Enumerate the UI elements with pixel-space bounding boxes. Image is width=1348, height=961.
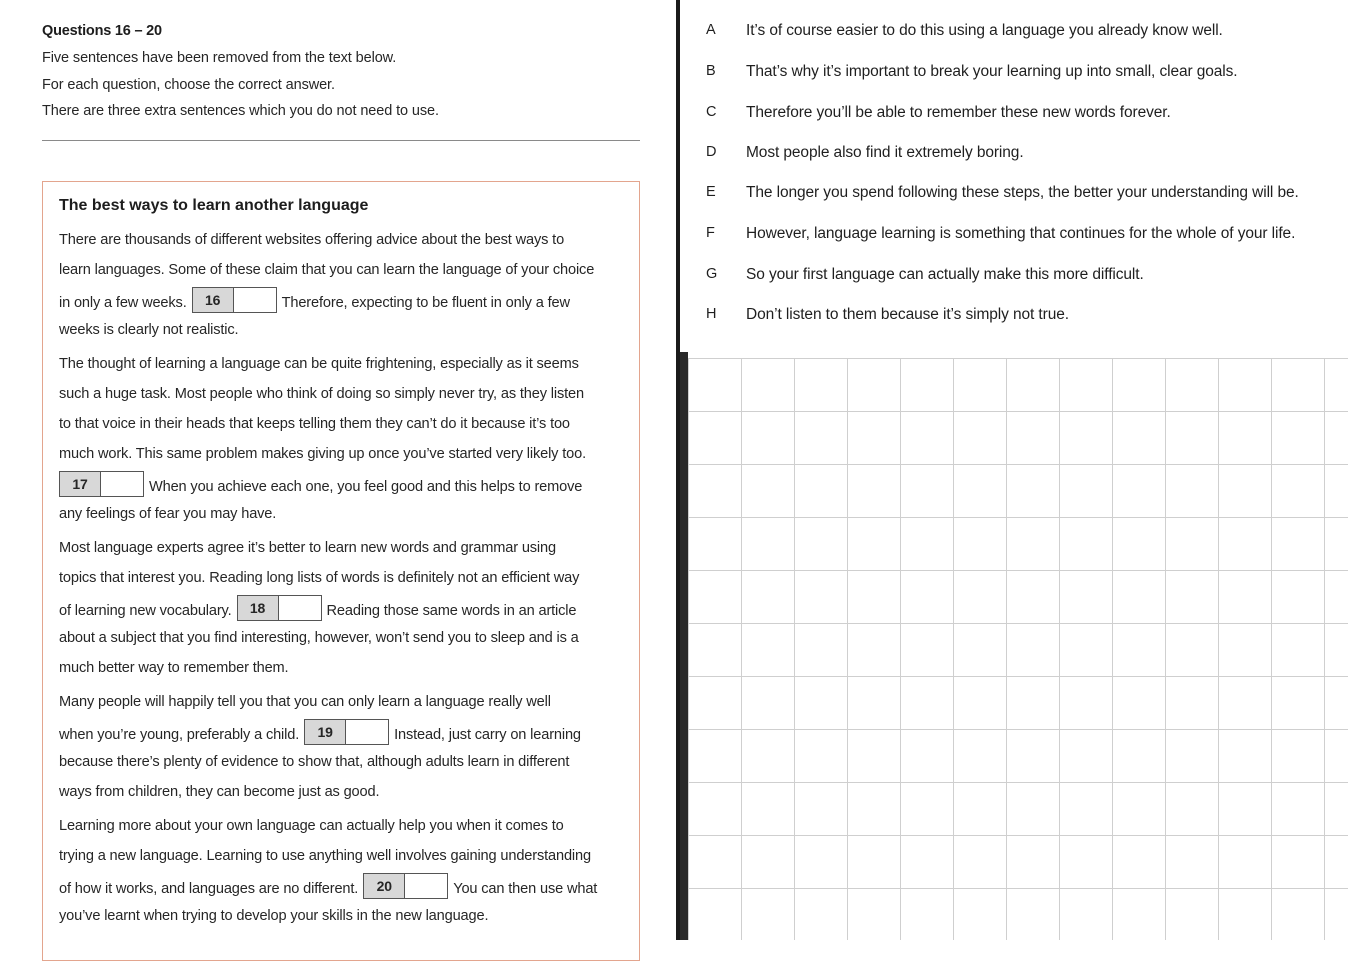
option-text: So your first language can actually make this more difficult. xyxy=(746,266,1144,283)
article-line xyxy=(59,232,564,248)
article-text: You can then use what xyxy=(453,880,598,897)
gap-answer-box[interactable] xyxy=(101,472,143,496)
option-text: It’s of course easier to do this using a language you already know well. xyxy=(746,22,1223,39)
section-divider xyxy=(42,140,640,141)
grid-paper xyxy=(688,358,1348,940)
article-line xyxy=(59,386,584,402)
gap-number: 16 xyxy=(193,288,234,312)
page-shadow xyxy=(680,352,688,940)
article-text: learn languages. Some of these claim that you can learn the language of your choice xyxy=(59,262,595,278)
gap-number: 19 xyxy=(305,720,346,744)
gap-answer-box[interactable] xyxy=(346,720,388,744)
article-text: weeks is clearly not realistic. xyxy=(59,322,239,338)
article-text: in only a few weeks. xyxy=(59,294,187,311)
article-line xyxy=(59,356,579,372)
option-letter: G xyxy=(706,266,718,282)
article-text: Learning more about your own language can actually help you when it comes to xyxy=(59,818,564,834)
article-title: The best ways to learn another language xyxy=(59,197,369,214)
option-letter: C xyxy=(706,104,717,120)
article-text: much work. This same problem makes giving up once you’ve started very likely too. xyxy=(59,446,586,462)
article-text: topics that interest you. Reading long lists of words is definitely not an efficient way xyxy=(59,570,580,586)
article-line xyxy=(59,878,597,900)
answer-gap-16[interactable] xyxy=(192,287,277,313)
article-line xyxy=(59,446,586,462)
option-text: Therefore you’ll be able to remember these new words forever. xyxy=(746,104,1171,121)
article-text: ways from children, they can become just as good. xyxy=(59,784,380,800)
article-text: because there’s plenty of evidence to show that, although adults learn in different xyxy=(59,754,570,770)
article-text: Reading those same words in an article xyxy=(326,602,577,619)
article-line xyxy=(59,630,579,646)
article-line xyxy=(59,724,581,746)
option-text: However, language learning is something that continues for the whole of your life. xyxy=(746,225,1296,242)
gap-answer-box[interactable] xyxy=(405,874,447,898)
article-text: much better way to remember them. xyxy=(59,660,289,676)
article-text: any feelings of fear you may have. xyxy=(59,506,277,522)
article-text: Instead, just carry on learning xyxy=(394,726,581,743)
article-text: trying a new language. Learning to use anything well involves gaining understanding xyxy=(59,848,591,864)
article-line xyxy=(59,292,570,314)
article-text: Most language experts agree it’s better to learn new words and grammar using xyxy=(59,540,556,556)
article-text: Therefore, expecting to be fluent in only a few xyxy=(281,294,570,311)
article-text: you’ve learnt when trying to develop your skills in the new language. xyxy=(59,908,489,924)
option-letter: F xyxy=(706,225,715,241)
article-line xyxy=(59,754,569,770)
option-letter: H xyxy=(706,306,717,322)
article-text: of how it works, and languages are no different. xyxy=(59,880,359,897)
gap-number: 18 xyxy=(238,596,279,620)
instruction-line: There are three extra sentences which you do not need to use. xyxy=(42,103,439,119)
instruction-line: For each question, choose the correct answer. xyxy=(42,77,335,93)
option-text: That’s why it’s important to break your learning up into small, clear goals. xyxy=(746,63,1238,80)
article-line xyxy=(59,322,238,338)
option-letter: E xyxy=(706,184,716,200)
gap-number: 20 xyxy=(364,874,405,898)
instruction-line: Five sentences have been removed from the text below. xyxy=(42,50,397,66)
answer-gap-18[interactable] xyxy=(237,595,322,621)
gap-number: 17 xyxy=(60,472,101,496)
article-text: The thought of learning a language can be quite frightening, especially as it seems xyxy=(59,356,579,372)
gap-answer-box[interactable] xyxy=(234,288,276,312)
article-line xyxy=(59,818,564,834)
article-text: of learning new vocabulary. xyxy=(59,602,232,619)
article-box xyxy=(42,181,640,961)
article-line xyxy=(59,784,379,800)
article-text: about a subject that you find interesting, however, won’t send you to sleep and is a xyxy=(59,630,579,646)
option-letter: B xyxy=(706,63,716,79)
option-letter: D xyxy=(706,144,717,160)
article-text: such a huge task. Most people who think of doing so simply never try, as they listen xyxy=(59,386,584,402)
gap-answer-box[interactable] xyxy=(279,596,321,620)
article-line xyxy=(59,540,556,556)
answer-gap-19[interactable] xyxy=(304,719,389,745)
option-text: The longer you spend following these steps, the better your understanding will be. xyxy=(746,184,1299,201)
answer-gap-20[interactable] xyxy=(363,873,448,899)
exam-page-left xyxy=(0,0,676,940)
article-line xyxy=(59,262,594,278)
article-line xyxy=(59,416,570,432)
article-line xyxy=(59,600,576,622)
option-letter: A xyxy=(706,22,716,38)
article-text: There are thousands of different websites offering advice about the best ways to xyxy=(59,232,565,248)
article-text: to that voice in their heads that keeps telling them they can’t do it because it’s too xyxy=(59,416,570,432)
answer-gap-17[interactable] xyxy=(59,471,144,497)
article-line xyxy=(59,848,591,864)
article-line xyxy=(59,694,551,710)
article-line xyxy=(59,476,582,498)
article-text: when you’re young, preferably a child. xyxy=(59,726,300,743)
article-text: When you achieve each one, you feel good and this helps to remove xyxy=(149,478,583,495)
article-line xyxy=(59,660,288,676)
article-line xyxy=(59,908,488,924)
article-line xyxy=(59,570,579,586)
option-text: Don’t listen to them because it’s simply not true. xyxy=(746,306,1069,323)
article-line xyxy=(59,506,276,522)
option-text: Most people also find it extremely boring. xyxy=(746,144,1024,161)
article-text: Many people will happily tell you that you can only learn a language really well xyxy=(59,694,551,710)
questions-heading: Questions 16 – 20 xyxy=(42,23,162,39)
